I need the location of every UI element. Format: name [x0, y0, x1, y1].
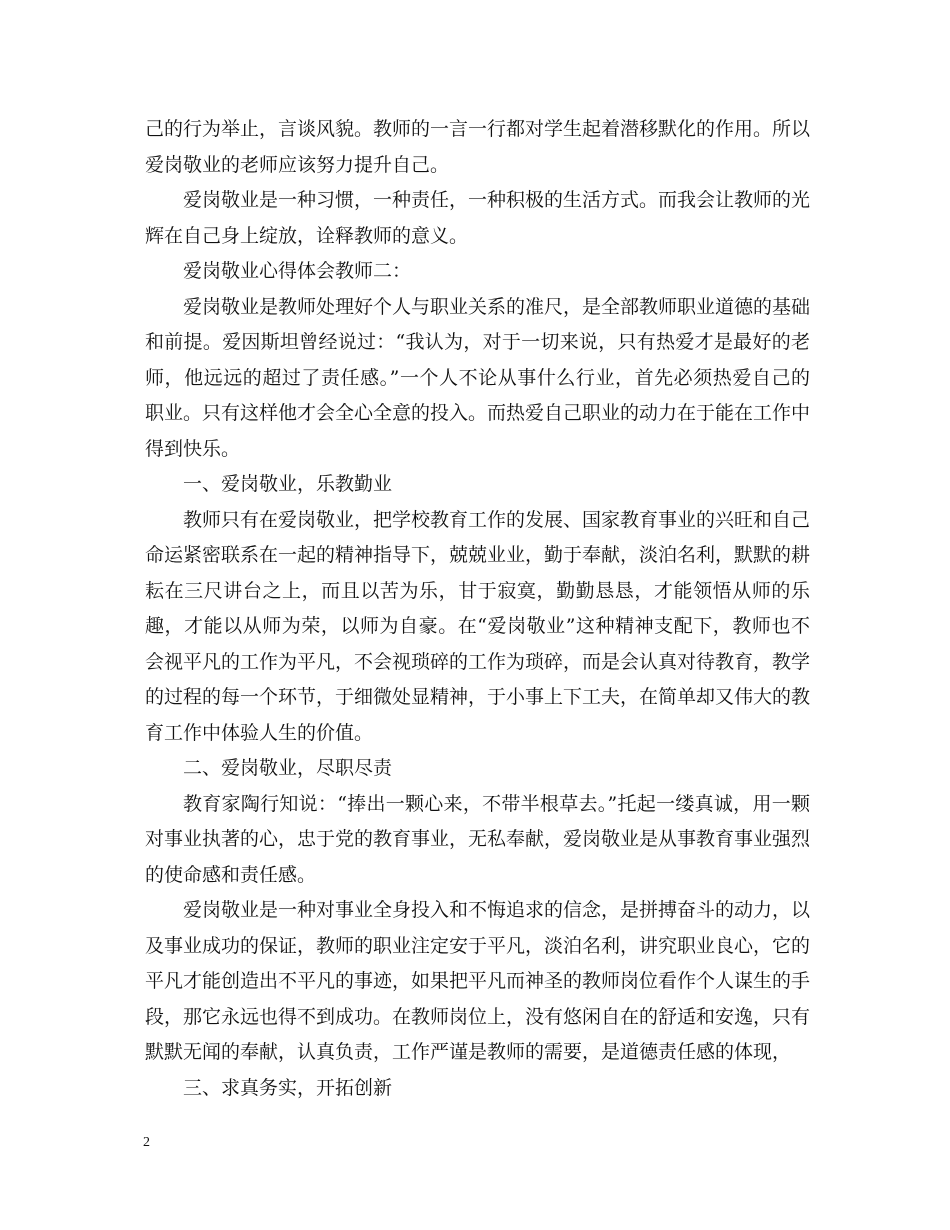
paragraph: 爱岗敬业是一种对事业全身投入和不悔追求的信念，是拼搏奋斗的动力，以及事业成功的保证，教师的职业注定安于平凡，淡泊名利，讲究职业良心，它的平凡才能创造出不平凡的事迹，如果把平凡而神圣的教师岗位看作个人谋生的手段，那它永远也得不到成功。在教师岗位上，没有悠闲自在的舒适和安逸，只有默默无闻的奉献，认真负责，工作严谨是教师的需要，是道德责任感的体现， — [145, 899, 811, 1063]
section-heading: 二、爱岗敬业，尽职尽责 — [183, 757, 393, 779]
section-heading: 一、爱岗敬业，乐教勤业 — [183, 473, 393, 495]
paragraph: 己的行为举止，言谈风貌。教师的一言一行都对学生起着潜移默化的作用。所以爱岗敬业的老师应该努力提升自己。 — [145, 118, 811, 176]
paragraph: 爱岗敬业是教师处理好个人与职业关系的准尺，是全部教师职业道德的基础和前提。爱因斯坦曾经说过：“我认为，对于一切来说，只有热爱才是最好的老师，他远远的超过了责任感。”一个人不论从事什么行业，首先必须热爱自己的职业。只有这样他才会全心全意的投入。而热爱自己职业的动力在于能在工作中得到快乐。 — [145, 295, 811, 460]
document-body — [145, 112, 810, 1106]
paragraph: 教师只有在爱岗敬业，把学校教育工作的发展、国家教育事业的兴旺和自己命运紧密联系在一起的精神指导下，兢兢业业，勤于奉献，淡泊名利，默默的耕耘在三尺讲台之上，而且以苦为乐，甘于寂寞，勤勤恳恳，才能领悟从师的乐趣，才能以从师为荣，以师为自豪。在“爱岗敬业”这种精神支配下，教师也不会视平凡的工作为平凡，不会视琐碎的工作为琐碎，而是会认真对待教育，教学的过程的每一个环节，于细微处显精神，于小事上下工夫，在简单却又伟大的教育工作中体验人生的价值。 — [145, 508, 811, 744]
section-heading: 爱岗敬业心得体会教师二： — [183, 260, 412, 282]
page-number: 2 — [143, 1135, 150, 1150]
section-heading: 三、求真务实，开拓创新 — [183, 1076, 393, 1099]
paragraph: 教育家陶行知说：“捧出一颗心来，不带半根草去。”托起一缕真诚，用一颗对事业执著的心，忠于党的教育事业，无私奉献，爱岗敬业是从事教育事业强烈的使命感和责任感。 — [145, 792, 811, 886]
paragraph: 爱岗敬业是一种习惯，一种责任，一种积极的生活方式。而我会让教师的光辉在自己身上绽放，诠释教师的意义。 — [145, 189, 811, 247]
